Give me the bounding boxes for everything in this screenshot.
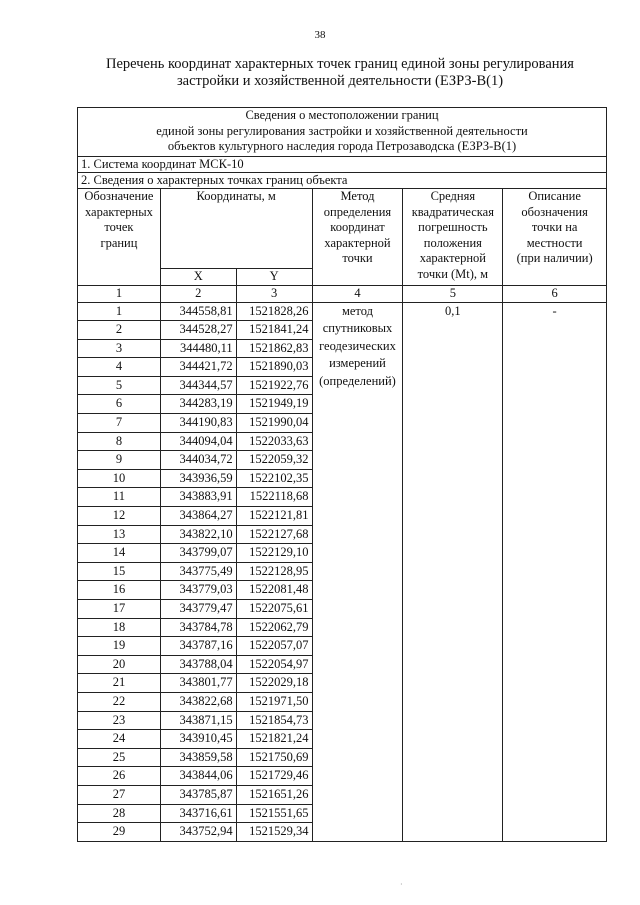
point-id-cell: 17 [78, 600, 161, 619]
x-coordinate-cell: 344094,04 [160, 432, 236, 451]
y-coordinate-cell: 1521862,83 [236, 339, 312, 358]
x-coordinate-cell: 343787,16 [160, 637, 236, 656]
x-coordinate-cell: 343779,47 [160, 600, 236, 619]
point-id-cell: 19 [78, 637, 161, 656]
x-coordinate-cell: 343910,45 [160, 730, 236, 749]
zone-info-line-3: объектов культурного наследия города Петрозаводска (ЕЗРЗ-В(1) [167, 139, 517, 153]
y-coordinate-cell: 1521651,26 [236, 785, 312, 804]
header-designation [78, 189, 161, 286]
y-coordinate-cell: 1522062,79 [236, 618, 312, 637]
point-id-cell: 12 [78, 507, 161, 526]
error-value: 0,1 [445, 303, 461, 318]
point-id-cell: 20 [78, 655, 161, 674]
column-number: 3 [236, 286, 312, 303]
point-id-cell: 1 [78, 302, 161, 321]
zone-info-line-1: Сведения о местоположении границ [245, 108, 439, 122]
x-coordinate-cell: 344421,72 [160, 358, 236, 377]
header-method-line: точки [342, 251, 373, 265]
header-error-line: положения [423, 235, 482, 250]
x-coordinate-cell: 344283,19 [160, 395, 236, 414]
x-coordinate-cell: 343859,58 [160, 748, 236, 767]
zone-info-line-2: единой зоны регулирования застройки и хозяйственной деятельности [156, 123, 528, 138]
scan-mark: · [400, 880, 403, 889]
description-value: - [552, 303, 557, 318]
y-coordinate-cell: 1521750,69 [236, 748, 312, 767]
y-coordinate-cell: 1521551,65 [236, 804, 312, 823]
y-coordinate-cell: 1522057,07 [236, 637, 312, 656]
point-id-cell: 7 [78, 414, 161, 433]
y-coordinate-cell: 1522121,81 [236, 507, 312, 526]
y-coordinate-cell: 1522081,48 [236, 581, 312, 600]
page-number: 38 [314, 29, 326, 41]
x-coordinate-cell: 343801,77 [160, 674, 236, 693]
x-coordinate-cell: 343775,49 [160, 562, 236, 581]
y-coordinate-cell: 1521890,03 [236, 358, 312, 377]
x-coordinate-cell: 344034,72 [160, 451, 236, 470]
point-id-cell: 16 [78, 581, 161, 600]
header-error-line: Средняя [430, 189, 476, 203]
method-line: метод [341, 303, 373, 318]
y-coordinate-cell: 1522129,10 [236, 544, 312, 563]
method-line: измерений [329, 356, 386, 371]
point-id-cell: 23 [78, 711, 161, 730]
x-coordinate-cell: 343822,68 [160, 692, 236, 711]
header-coordinates: Координаты, м [160, 189, 312, 269]
header-description-line: (при наличии) [516, 251, 593, 265]
point-id-cell: 8 [78, 432, 161, 451]
x-coordinate-cell: 343864,27 [160, 507, 236, 526]
header-error-line: характерной [419, 251, 486, 265]
x-coordinate-cell: 343883,91 [160, 488, 236, 507]
header-method-line: Метод [340, 189, 375, 203]
y-coordinate-cell: 1522029,18 [236, 674, 312, 693]
y-coordinate-cell: 1522102,35 [236, 469, 312, 488]
x-coordinate-cell: 343752,94 [160, 823, 236, 842]
header-method [312, 189, 403, 286]
column-number: 4 [312, 286, 403, 303]
column-number: 5 [403, 286, 503, 303]
points-section-row: 2. Сведения о характерных точках границ объекта [78, 173, 607, 189]
y-coordinate-cell: 1522075,61 [236, 600, 312, 619]
header-y: Y [236, 269, 312, 286]
y-coordinate-cell: 1522033,63 [236, 432, 312, 451]
y-coordinate-cell: 1521949,19 [236, 395, 312, 414]
point-id-cell: 4 [78, 358, 161, 377]
point-id-cell: 3 [78, 339, 161, 358]
point-id-cell: 2 [78, 321, 161, 340]
coordinate-system-row: 1. Система координат МСК-10 [78, 157, 607, 173]
x-coordinate-cell: 343716,61 [160, 804, 236, 823]
x-coordinate-cell: 344528,27 [160, 321, 236, 340]
column-number: 6 [503, 286, 607, 303]
header-method-line: определения [323, 204, 392, 219]
header-error-line: погрешность [418, 220, 488, 234]
header-method-line: координат [330, 220, 385, 234]
document-title [80, 56, 600, 90]
x-coordinate-cell: 343788,04 [160, 655, 236, 674]
method-line: (определений) [319, 373, 396, 388]
header-description-line: обозначения [521, 204, 588, 219]
point-id-cell: 29 [78, 823, 161, 842]
y-coordinate-cell: 1522054,97 [236, 655, 312, 674]
point-id-cell: 18 [78, 618, 161, 637]
header-error-line: точки (Mt), м [417, 266, 489, 281]
column-number: 2 [160, 286, 236, 303]
point-id-cell: 5 [78, 376, 161, 395]
y-coordinate-cell: 1521729,46 [236, 767, 312, 786]
y-coordinate-cell: 1521828,26 [236, 302, 312, 321]
y-coordinate-cell: 1521971,50 [236, 692, 312, 711]
y-coordinate-cell: 1521854,73 [236, 711, 312, 730]
point-id-cell: 22 [78, 692, 161, 711]
point-id-cell: 10 [78, 469, 161, 488]
y-coordinate-cell: 1522128,95 [236, 562, 312, 581]
y-coordinate-cell: 1521990,04 [236, 414, 312, 433]
header-description-line: точки на [531, 220, 578, 234]
header-designation-line: Обозначение [84, 189, 154, 203]
x-coordinate-cell: 344344,57 [160, 376, 236, 395]
x-coordinate-cell: 344190,83 [160, 414, 236, 433]
point-id-cell: 13 [78, 525, 161, 544]
y-coordinate-cell: 1521841,24 [236, 321, 312, 340]
point-id-cell: 14 [78, 544, 161, 563]
y-coordinate-cell: 1522118,68 [236, 488, 312, 507]
point-id-cell: 21 [78, 674, 161, 693]
coordinates-table [77, 107, 607, 842]
header-x: X [160, 269, 236, 286]
header-designation-line: точек [104, 220, 134, 234]
method-line: спутниковых [322, 321, 393, 336]
y-coordinate-cell: 1522059,32 [236, 451, 312, 470]
x-coordinate-cell: 344558,81 [160, 302, 236, 321]
x-coordinate-cell: 344480,11 [160, 339, 236, 358]
y-coordinate-cell: 1521821,24 [236, 730, 312, 749]
header-description-line: местности [526, 235, 583, 250]
y-coordinate-cell: 1521922,76 [236, 376, 312, 395]
point-id-cell: 15 [78, 562, 161, 581]
x-coordinate-cell: 343779,03 [160, 581, 236, 600]
header-error [403, 189, 503, 286]
point-id-cell: 9 [78, 451, 161, 470]
header-method-line: характерной [324, 235, 391, 250]
x-coordinate-cell: 343844,06 [160, 767, 236, 786]
header-error-line: квадратическая [411, 204, 494, 219]
table-row [78, 302, 607, 321]
header-description-line: Описание [528, 189, 581, 203]
x-coordinate-cell: 343936,59 [160, 469, 236, 488]
x-coordinate-cell: 343822,10 [160, 525, 236, 544]
title-line-2: застройки и хозяйственной деятельности (ЕЗРЗ-В(1) [176, 73, 504, 89]
point-id-cell: 25 [78, 748, 161, 767]
method-line: геодезических [319, 338, 396, 353]
x-coordinate-cell: 343784,78 [160, 618, 236, 637]
point-id-cell: 11 [78, 488, 161, 507]
method-cell [312, 302, 403, 841]
point-id-cell: 24 [78, 730, 161, 749]
y-coordinate-cell: 1522127,68 [236, 525, 312, 544]
x-coordinate-cell: 343785,87 [160, 785, 236, 804]
error-cell [403, 302, 503, 841]
x-coordinate-cell: 343799,07 [160, 544, 236, 563]
point-id-cell: 27 [78, 785, 161, 804]
point-id-cell: 6 [78, 395, 161, 414]
column-number: 1 [78, 286, 161, 303]
point-id-cell: 28 [78, 804, 161, 823]
point-id-cell: 26 [78, 767, 161, 786]
header-designation-line: характерных [84, 204, 153, 219]
title-line-1: Перечень координат характерных точек границ единой зоны регулирования [106, 56, 574, 72]
x-coordinate-cell: 343871,15 [160, 711, 236, 730]
header-description [503, 189, 607, 286]
y-coordinate-cell: 1521529,34 [236, 823, 312, 842]
zone-info-cell [78, 108, 607, 157]
header-designation-line: границ [100, 235, 138, 250]
description-cell [503, 302, 607, 841]
